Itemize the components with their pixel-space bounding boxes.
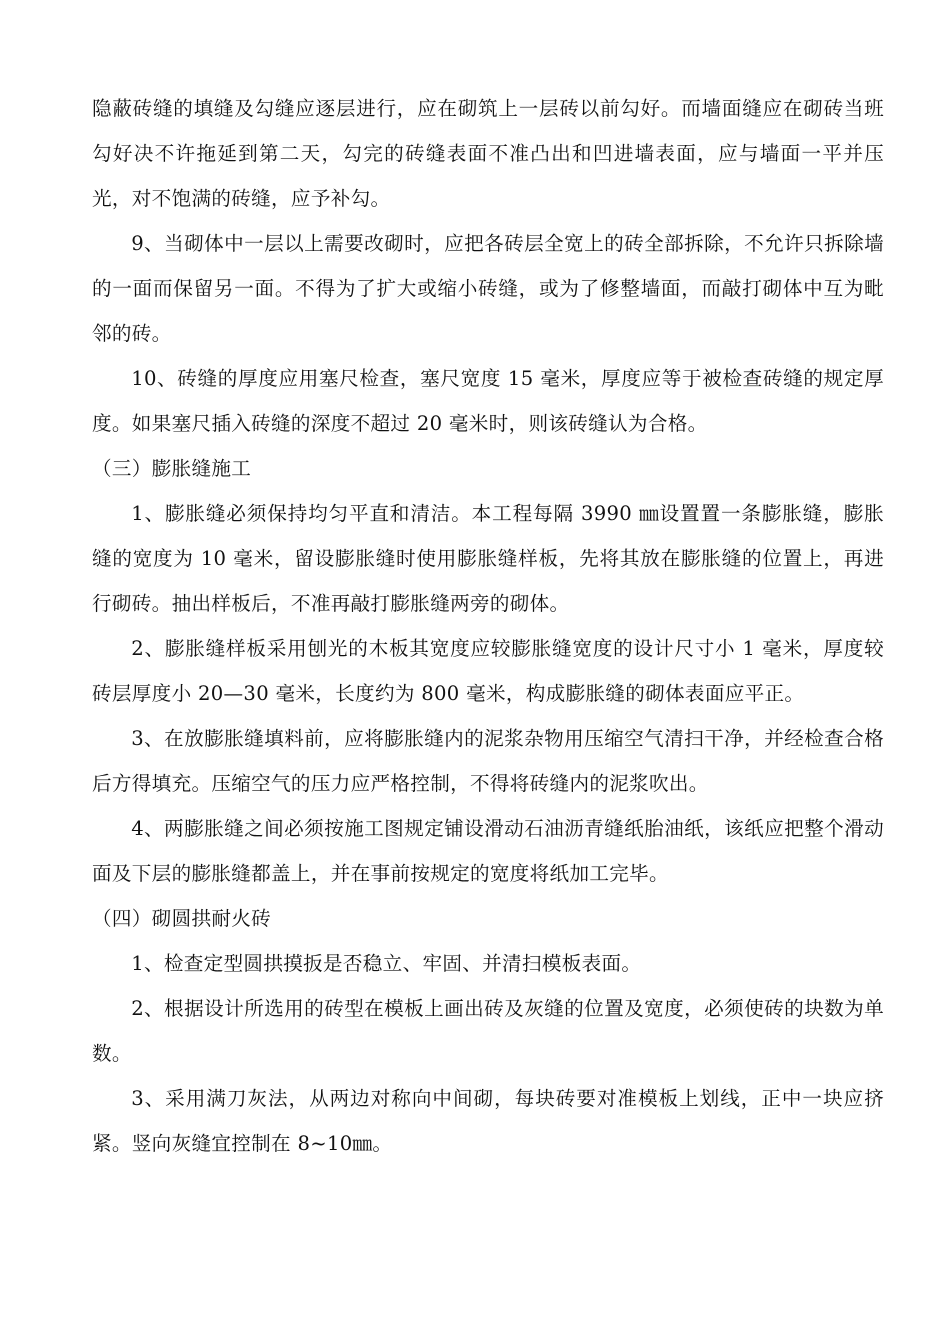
paragraph-item-10-feeler-gauge: 10、砖缝的厚度应用塞尺检查，塞尺宽度 15 毫米，厚度应等于被检查砖缝的规定厚度。如果塞尺插入砖缝的深度不超过 20 毫米时，则该砖缝认为合格。 [92, 367, 884, 435]
paragraph-joint-filling: 隐蔽砖缝的填缝及勾缝应逐层进行，应在砌筑上一层砖以前勾好。而墙面缝应在砌砖当班勾好决不许拖延到第二天，勾完的砖缝表面不准凸出和凹进墙表面，应与墙面一平并压光，对不饱满的砖缝，应予补勾。 [92, 97, 884, 210]
paragraph-arch-item-1: 1、检查定型圆拱摸扳是否稳立、牢固、并清扫模板表面。 [131, 952, 642, 975]
paragraph-arch-item-2: 2、根据设计所选用的砖型在模板上画出砖及灰缝的位置及宽度，必须使砖的块数为单数。 [92, 997, 884, 1065]
paragraph-expansion-item-2: 2、膨胀缝样板采用刨光的木板其宽度应较膨胀缝宽度的设计尺寸小 1 毫米，厚度较砖层厚度小 20—30 毫米，长度约为 800 毫米，构成膨胀缝的砌体表面应平正。 [92, 637, 884, 705]
paragraph-item-9-rebuild: 9、当砌体中一层以上需要改砌时，应把各砖层全宽上的砖全部拆除，不允许只拆除墙的一面而保留另一面。不得为了扩大或缩小砖缝，或为了修整墙面，而敲打砌体中互为毗邻的砖。 [92, 232, 884, 345]
section-heading-expansion-joint: （三）膨胀缝施工 [92, 457, 252, 480]
paragraph-expansion-item-3: 3、在放膨胀缝填料前，应将膨胀缝内的泥浆杂物用压缩空气清扫干净，并经检查合格后方得填充。压缩空气的压力应严格控制，不得将砖缝内的泥浆吹出。 [92, 727, 884, 795]
paragraph-expansion-item-1: 1、膨胀缝必须保持均匀平直和清洁。本工程每隔 3990 ㎜设置置一条膨胀缝，膨胀缝的宽度为 10 毫米，留设膨胀缝时使用膨胀缝样板，先将其放在膨胀缝的位置上，再进行砌砖。抽出样板后，不准再敲打膨胀缝两旁的砌体。 [92, 502, 884, 615]
paragraph-expansion-item-4: 4、两膨胀缝之间必须按施工图规定铺设滑动石油沥青缝纸胎油纸，该纸应把整个滑动面及下层的膨胀缝都盖上，并在事前按规定的宽度将纸加工完毕。 [92, 817, 884, 885]
document-body [92, 86, 884, 1166]
section-heading-arch-brick: （四）砌圆拱耐火砖 [92, 907, 272, 930]
paragraph-arch-item-3: 3、采用满刀灰法，从两边对称向中间砌，每块砖要对准模板上划线，正中一块应挤紧。竖向灰缝宜控制在 8~10㎜。 [92, 1087, 884, 1155]
